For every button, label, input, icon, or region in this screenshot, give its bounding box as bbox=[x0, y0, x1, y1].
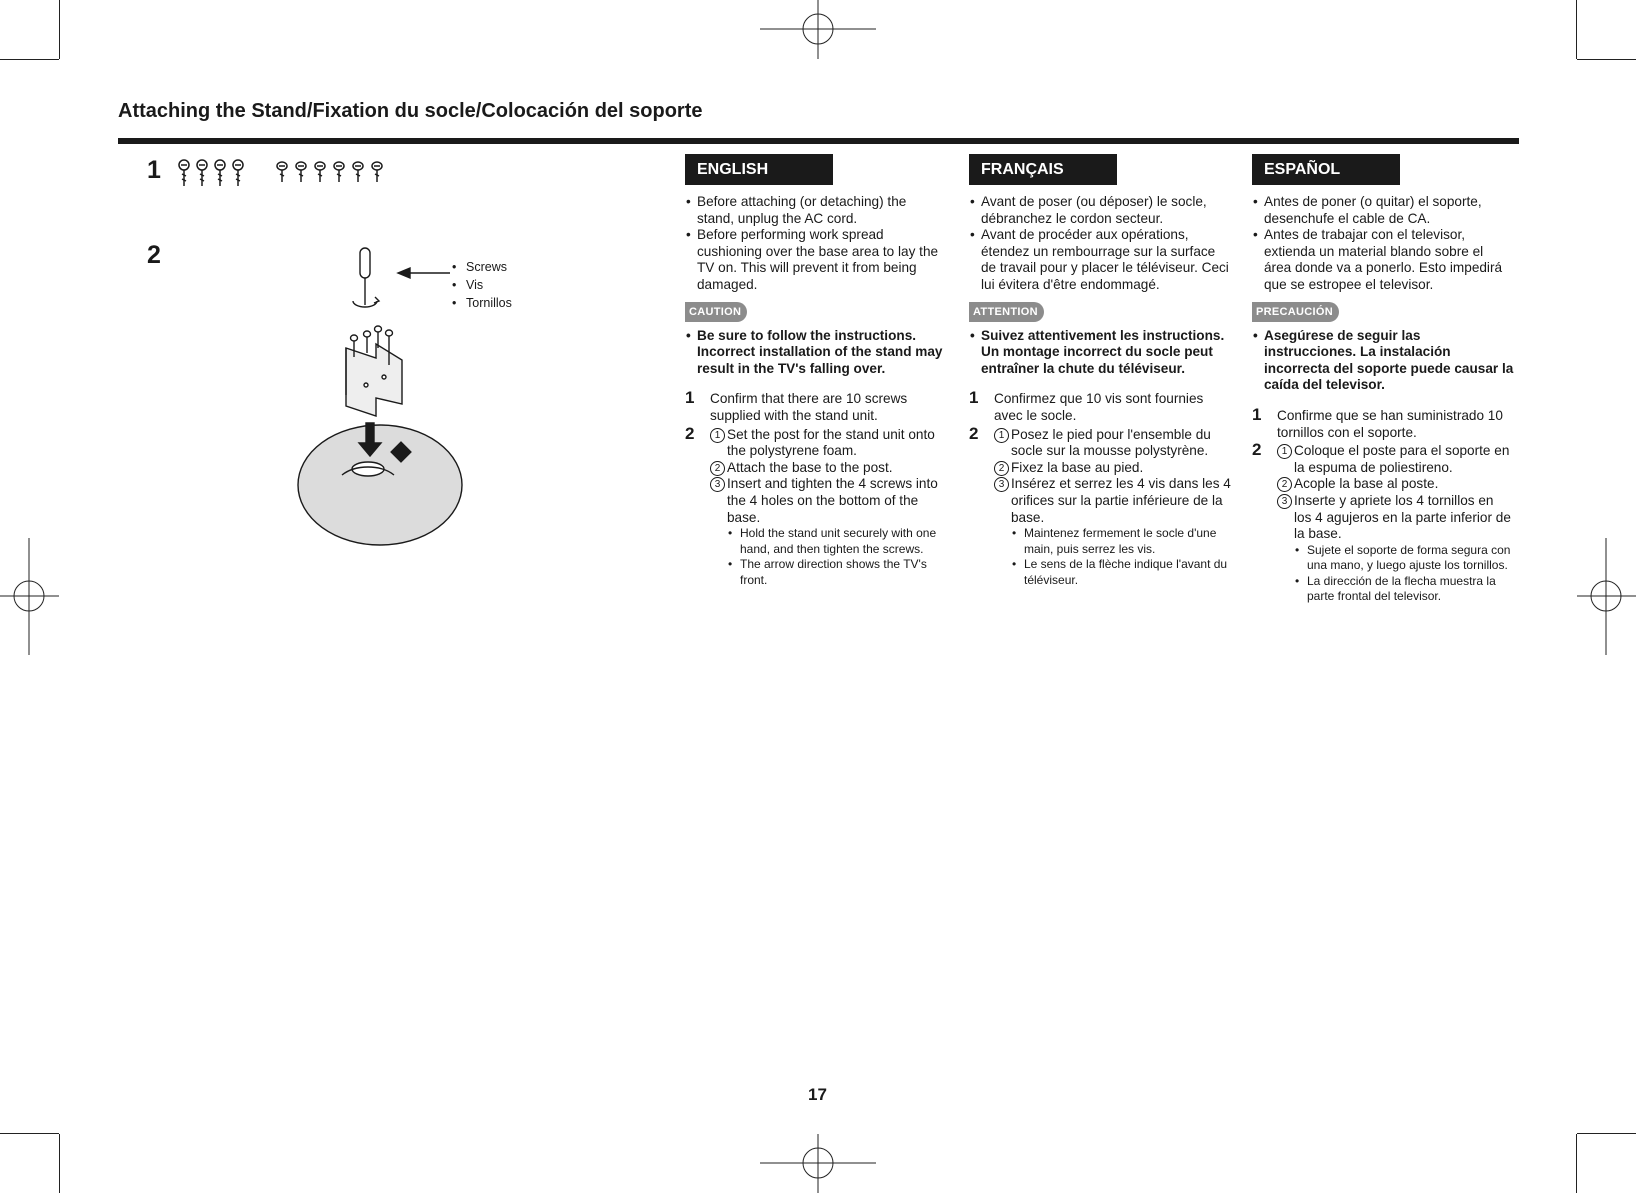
french-note-2: • Le sens de la flèche indique l'avant du téléviseur. bbox=[1011, 557, 1231, 588]
english-note-2: • The arrow direction shows the TV's front. bbox=[727, 557, 947, 588]
english-bullet-1: • Before attaching (or detaching) the stand, unplug the AC cord. bbox=[685, 194, 947, 227]
screws-illustration bbox=[170, 158, 400, 192]
spanish-bullet-2: • Antes de trabajar con el televisor, extienda un material blando sobre el área donde va a ponerlo. Esto impedirá que se estropee el televisor. bbox=[1252, 227, 1514, 293]
french-bullet-1: • Avant de poser (ou déposer) le socle, débranchez le cordon secteur. bbox=[969, 194, 1231, 227]
language-header-english: ENGLISH bbox=[685, 154, 833, 185]
precaucion-badge: PRECAUCIÓN bbox=[1252, 302, 1339, 322]
spanish-bullet-1: • Antes de poner (o quitar) el soporte, desenchufe el cable de CA. bbox=[1252, 194, 1514, 227]
attention-badge: ATTENTION bbox=[969, 302, 1044, 322]
french-step-2: 2 1 Posez le pied pour l'ensemble du socle sur la mousse polystyrène. 2 Fixez la base au pied. 3 Insérez et serrez les 4 vis dans les 4 orifices sur la partie inférieure de la base. • Maintenez fermement le socle d'une main, puis serrez les vis. • Le sens de la flèche indique l'avant du téléviseur. bbox=[969, 427, 1231, 589]
page-number: 17 bbox=[808, 1085, 827, 1104]
column-french bbox=[969, 154, 1231, 588]
spanish-step-1: 1 Confirme que se han suministrado 10 tornillos con el soporte. bbox=[1252, 404, 1503, 440]
stand-assembly-illustration bbox=[280, 245, 480, 555]
caution-badge: CAUTION bbox=[685, 302, 747, 322]
english-bullet-2: • Before performing work spread cushioning over the base area to lay the TV on. This will prevent it from being damaged. bbox=[685, 227, 947, 293]
english-step-1: 1 Confirm that there are 10 screws supplied with the stand unit. bbox=[685, 388, 908, 423]
english-step-2: 2 1 Set the post for the stand unit onto the polystyrene foam. 2 Attach the base to the post. 3 Insert and tighten the 4 screws into the 4 holes on the bottom of the base. • Hold the stand unit securely with one hand, and then tighten the screws. • The arrow direction shows the TV's front. bbox=[685, 427, 947, 589]
column-spanish bbox=[1252, 154, 1514, 605]
legend-tornillos: • Tornillos bbox=[452, 296, 512, 310]
page-title: Attaching the Stand/Fixation du socle/Colocación del soporte bbox=[118, 100, 703, 122]
figure-step-2-number: 2 bbox=[147, 241, 161, 269]
figure-step-1-number: 1 bbox=[147, 156, 161, 184]
french-step-1: 1 Confirmez que 10 vis sont fournies avec le socle. bbox=[969, 388, 1204, 423]
spanish-note-2: • La dirección de la flecha muestra la parte frontal del televisor. bbox=[1294, 574, 1514, 605]
language-header-spanish: ESPAÑOL bbox=[1252, 154, 1400, 185]
french-bullet-2: • Avant de procéder aux opérations, étendez un rembourrage sur la surface de travail pour y placer le téléviseur. Ceci lui évitera d'être endommagé. bbox=[969, 227, 1231, 293]
title-rule bbox=[118, 138, 1519, 144]
legend-vis: • Vis bbox=[452, 278, 484, 292]
language-header-french: FRANÇAIS bbox=[969, 154, 1117, 185]
french-note-1: • Maintenez fermement le socle d'une main, puis serrez les vis. bbox=[1011, 526, 1231, 557]
french-caution-text: • Suivez attentivement les instructions. Un montage incorrect du socle peut entraîner la chute du téléviseur. bbox=[969, 328, 1231, 378]
legend-screws: • Screws bbox=[452, 260, 507, 274]
english-note-1: • Hold the stand unit securely with one hand, and then tighten the screws. bbox=[727, 526, 947, 557]
column-english bbox=[685, 154, 947, 588]
english-caution-text: • Be sure to follow the instructions. Incorrect installation of the stand may result in the TV's falling over. bbox=[685, 328, 947, 378]
spanish-step-2: 2 1 Coloque el poste para el soporte en la espuma de poliestireno. 2 Acople la base al poste. 3 Inserte y apriete los 4 tornillos en los 4 agujeros en la parte inferior de la base. • Sujete el soporte de forma segura con una mano, y luego ajuste los tornillos. • La dirección de la flecha muestra la parte frontal del televisor. bbox=[1252, 443, 1514, 605]
spanish-note-1: • Sujete el soporte de forma segura con una mano, y luego ajuste los tornillos. bbox=[1294, 543, 1514, 574]
spanish-caution-text: • Asegúrese de seguir las instrucciones. La instalación incorrecta del soporte puede causar la caída del televisor. bbox=[1252, 328, 1514, 394]
